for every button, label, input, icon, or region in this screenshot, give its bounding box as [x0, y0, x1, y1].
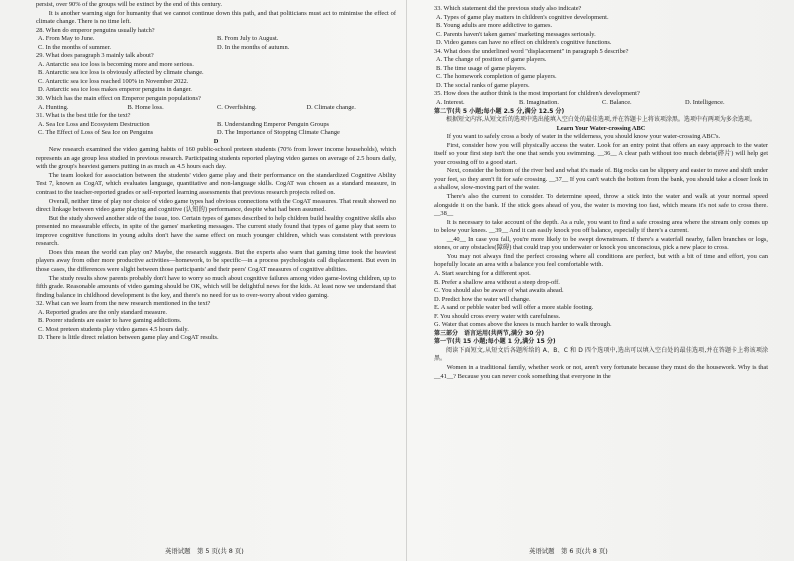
answer-option: D. In the months of autumn.: [217, 43, 290, 51]
part-title: 第三部分 语言运用(共两节,满分 30 分): [434, 329, 545, 337]
answer-option: A. From May to June.: [38, 35, 95, 43]
answer-option: D. Predict how the water will change.: [434, 295, 531, 303]
question-stem: 32. What can we learn from the new research mentioned in the text?: [36, 300, 211, 308]
page-footer: 英语试题 第 5 页(共 8 页): [165, 547, 244, 556]
paragraph: But the study showed another side of the issue, too. Certain types of games described to help children build healthy cognitive skills also presented no measurable effects, in spite of the games' marketing messages. The current study found that types of game play that seem to improve cognitive functions in young adults don't have the same effect on much younger children, which was consistent with previous research.: [36, 214, 396, 248]
answer-option: A. Antarctic sea ice loss is becoming more and more serious.: [38, 60, 194, 68]
paragraph: Next, consider the bottom of the river bed and what it's made of. Big rocks can be slippery and easier to move and shift under your feet, so they aren't fit for safe crossing. __37__ If you can't watch the bottom from the bank, you should take a closer look in a shallow, slow-moving part of the water.: [434, 167, 768, 192]
answer-option: B. Antarctic sea ice loss is obviously affected by climate change.: [38, 69, 204, 77]
answer-option: F. You should cross every water with carefulness.: [434, 312, 561, 320]
answer-option: C. The homework completion of game players.: [436, 73, 557, 81]
question-stem: 28. When do emperor penguins usually hatch?: [36, 26, 155, 34]
answer-option: D. Climate change.: [306, 103, 356, 111]
answer-option: D. The social ranks of game players.: [436, 81, 530, 89]
answer-option: B. The time usage of game players.: [436, 64, 527, 72]
answer-option: D. The Importance of Stopping Climate Change: [217, 129, 340, 137]
answer-option: A. Reported grades are the only standard measure.: [38, 308, 168, 316]
page-footer: 英语试题 第 6 页(共 8 页): [529, 547, 608, 556]
paragraph: The team looked for association between the students' video game play and their performance on the standardized Cognitive Ability Test 7, known as CogAT, which evaluates language, quantitative and non-language skills. CogAT was chosen as a standard measure, in contrast to the teacher-reported grades or self-reported learning assessments that previous research projects relied on.: [36, 171, 396, 197]
answer-option: A. The change of position of game players.: [436, 56, 547, 64]
paragraph: __40__ In case you fall, you're more likely to be swept downstream. If there's a waterfall nearby, fallen branches or logs, stones, or any obstacles(障碍) that could trap you underwater or knock you unconscious, pick a new place to cross.: [434, 235, 768, 252]
question-stem: 30. Which has the main effect on Emperor penguin populations?: [36, 95, 201, 103]
question-group: [36, 300, 396, 343]
answer-option: A. Interest.: [436, 99, 465, 107]
answer-option: D. There is little direct relation between game play and CogAT results.: [38, 334, 219, 342]
option-row: [36, 104, 396, 113]
answer-option: D. Antarctic sea ice loss makes emperor penguins in danger.: [38, 86, 192, 94]
page-6: [409, 0, 794, 561]
answer-option: B. Prefer a shallow area without a steep drop-off.: [434, 278, 560, 286]
answer-option: B. From July to August.: [217, 35, 279, 43]
article-title: Learn Your Water-crossing ABC: [556, 124, 646, 132]
paragraph: The study results show parents probably don't have to worry so much about cognitive failures among video game-loving children, up to fifth grade. Reasonable amounts of video gaming should be OK, which will be delightful news for the kids. At least now we understand that finding balance in childhood development is the key, and there's no need for us to over-worry about video gaming.: [36, 274, 396, 299]
answer-option: G. Water that comes above the knees is much harder to walk through.: [434, 321, 612, 329]
answer-option: B. Young adults are more addictive to games.: [436, 22, 553, 30]
paragraph: First, consider how you will physically access the water. Look for an entry point that offers an easy approach to the water itself so your first step isn't the one that sends you swimming. __36__ A clear path without too much debris(碎片) will help get your crossing off to a good start.: [434, 141, 768, 166]
answer-option: A. Types of game play matters in children's cognitive development.: [436, 13, 609, 21]
answer-option: D. Video games can have no effect on children's cognitive functions.: [436, 39, 612, 47]
answer-option: C. The Effect of Loss of Sea Ice on Penguins: [38, 129, 154, 137]
paragraph: There's also the current to consider. To determine speed, throw a stick into the water and walk at your normal speed alongside it on the bank. If the stick goes ahead of you, the water is moving too fast, which means it's not safe to cross there. __38__: [434, 193, 768, 218]
question-stem: 33. Which statement did the previous study also indicate?: [434, 5, 582, 12]
answer-option: B. Home loss.: [127, 103, 164, 111]
answer-option: C. Parents haven't taken games' marketing messages seriously.: [436, 30, 596, 38]
question-group: [434, 5, 768, 108]
answer-option: C. In the months of summer.: [38, 43, 111, 51]
paragraph: It is necessary to take account of the depth. As a rule, you want to find a safe crossing area where the stream only comes up to below your knees. __39__ And it can easily knock you off balance, especially if there's a current.: [434, 218, 768, 235]
option-row: [36, 44, 396, 53]
answer-option: E. A sand or pebble water bed will offer a more stable footing.: [434, 304, 594, 312]
passage-continuation: persist, over 90% of the groups will be extinct by the end of this century.: [36, 1, 222, 8]
answer-option: B. Imagination.: [519, 99, 559, 107]
page-divider: [406, 0, 407, 561]
paragraph: You may not always find the perfect crossing where all conditions are perfect, but with a bit of time and effort, you can hopefully locate an area with a balance you feel comfortable with.: [434, 252, 768, 269]
option-row: [36, 121, 396, 130]
answer-option: C. Most preteen students play video games 4.5 hours daily.: [38, 325, 189, 333]
option-row: [36, 35, 396, 44]
answer-option: A. Start searching for a different spot.: [434, 269, 531, 277]
answer-option: A. Sea Ice Loss and Ecosystem Destruction: [38, 120, 150, 128]
answer-option: D. Intelligence.: [685, 99, 725, 107]
question-group: [36, 27, 396, 138]
passage-label: D: [213, 137, 219, 145]
question-stem: 31. What is the best title for the text?: [36, 112, 131, 120]
answer-option: A. Hunting.: [38, 103, 69, 111]
answer-option: B. Poorer students are easier to have gaming addictions.: [38, 317, 182, 325]
article-body: [434, 133, 768, 270]
answer-option: C. You should also be aware of what awaits ahead.: [434, 287, 564, 295]
answer-option: C. Balance.: [602, 99, 632, 107]
question-stem: 35. How does the author think is the most important for children's development?: [434, 90, 640, 98]
question-stem: 29. What does paragraph 3 mainly talk about?: [36, 52, 154, 60]
answer-option: C. Antarctic sea ice loss reached 100% in November 2022.: [38, 77, 189, 85]
option-row: [434, 99, 768, 108]
paragraph: New research examined the video gaming habits of 160 public-school preteen students (70% from lower income households), which represents an age group less studied in previous research. Participating students reported playing video games on average of 2.5 hours daily, with the group's heaviest gamers putting in as much as 4.5 hours each day.: [36, 146, 396, 171]
section-instructions: 阅读下面短文,从短文后各题所给的 A、B、C 和 D 四个选项中,选出可以填入空白处的最佳选项,并在答题卡上将该项涂黑。: [434, 346, 768, 363]
option-row: [36, 129, 396, 138]
question-stem: 34. What does the underlined word "displacement" in paragraph 5 describe?: [434, 47, 629, 55]
answer-option: C. Overfishing.: [217, 103, 257, 111]
seven-choice-options: [434, 270, 768, 330]
paragraph: Overall, neither time of play nor choice of video game types had obvious connections with the CogAT measures. That result showed no direct linkage between video game playing and cognitive (认知的) performance, despite what had been assumed.: [36, 197, 396, 214]
section-instructions: 根据短文内容,从短文后的选项中选出能填入空白处的最佳选项,并在答题卡上将该项涂黑。选项中有两项为多余选项。: [446, 116, 756, 124]
paragraph: Does this mean the world can play on? Maybe, the research suggests. But the experts also warn that gaming time took the heaviest players away from other more productive activities—homework, to be specific—in a process psychologists call displacement. But even in those cases, the differences were slight between those participants' and their peers' CogAT measures of cognitive abilities.: [36, 248, 396, 273]
answer-option: B. Understanding Emperor Penguin Groups: [217, 120, 329, 128]
cloze-passage: Women in a traditional family, whether work or not, aren't very fortunate because they must do the housework. Why is that __41__? Because you can never cook something that everyone in the: [434, 363, 768, 380]
section-title: 第一节(共 15 小题;每小题 1 分,满分 15 分): [434, 338, 556, 346]
passage-d: [36, 146, 396, 300]
paragraph: If you want to safely cross a body of water in the wilderness, you should know your water-crossing ABC's.: [446, 133, 721, 141]
passage-continuation: It is another warning sign for humanity that we cannot continue down this path, and that politicians must act to minimise the effect of climate change. There is no time left.: [36, 9, 396, 26]
section-title: 第二节(共 5 小题;每小题 2.5 分,满分 12.5 分): [434, 107, 565, 115]
